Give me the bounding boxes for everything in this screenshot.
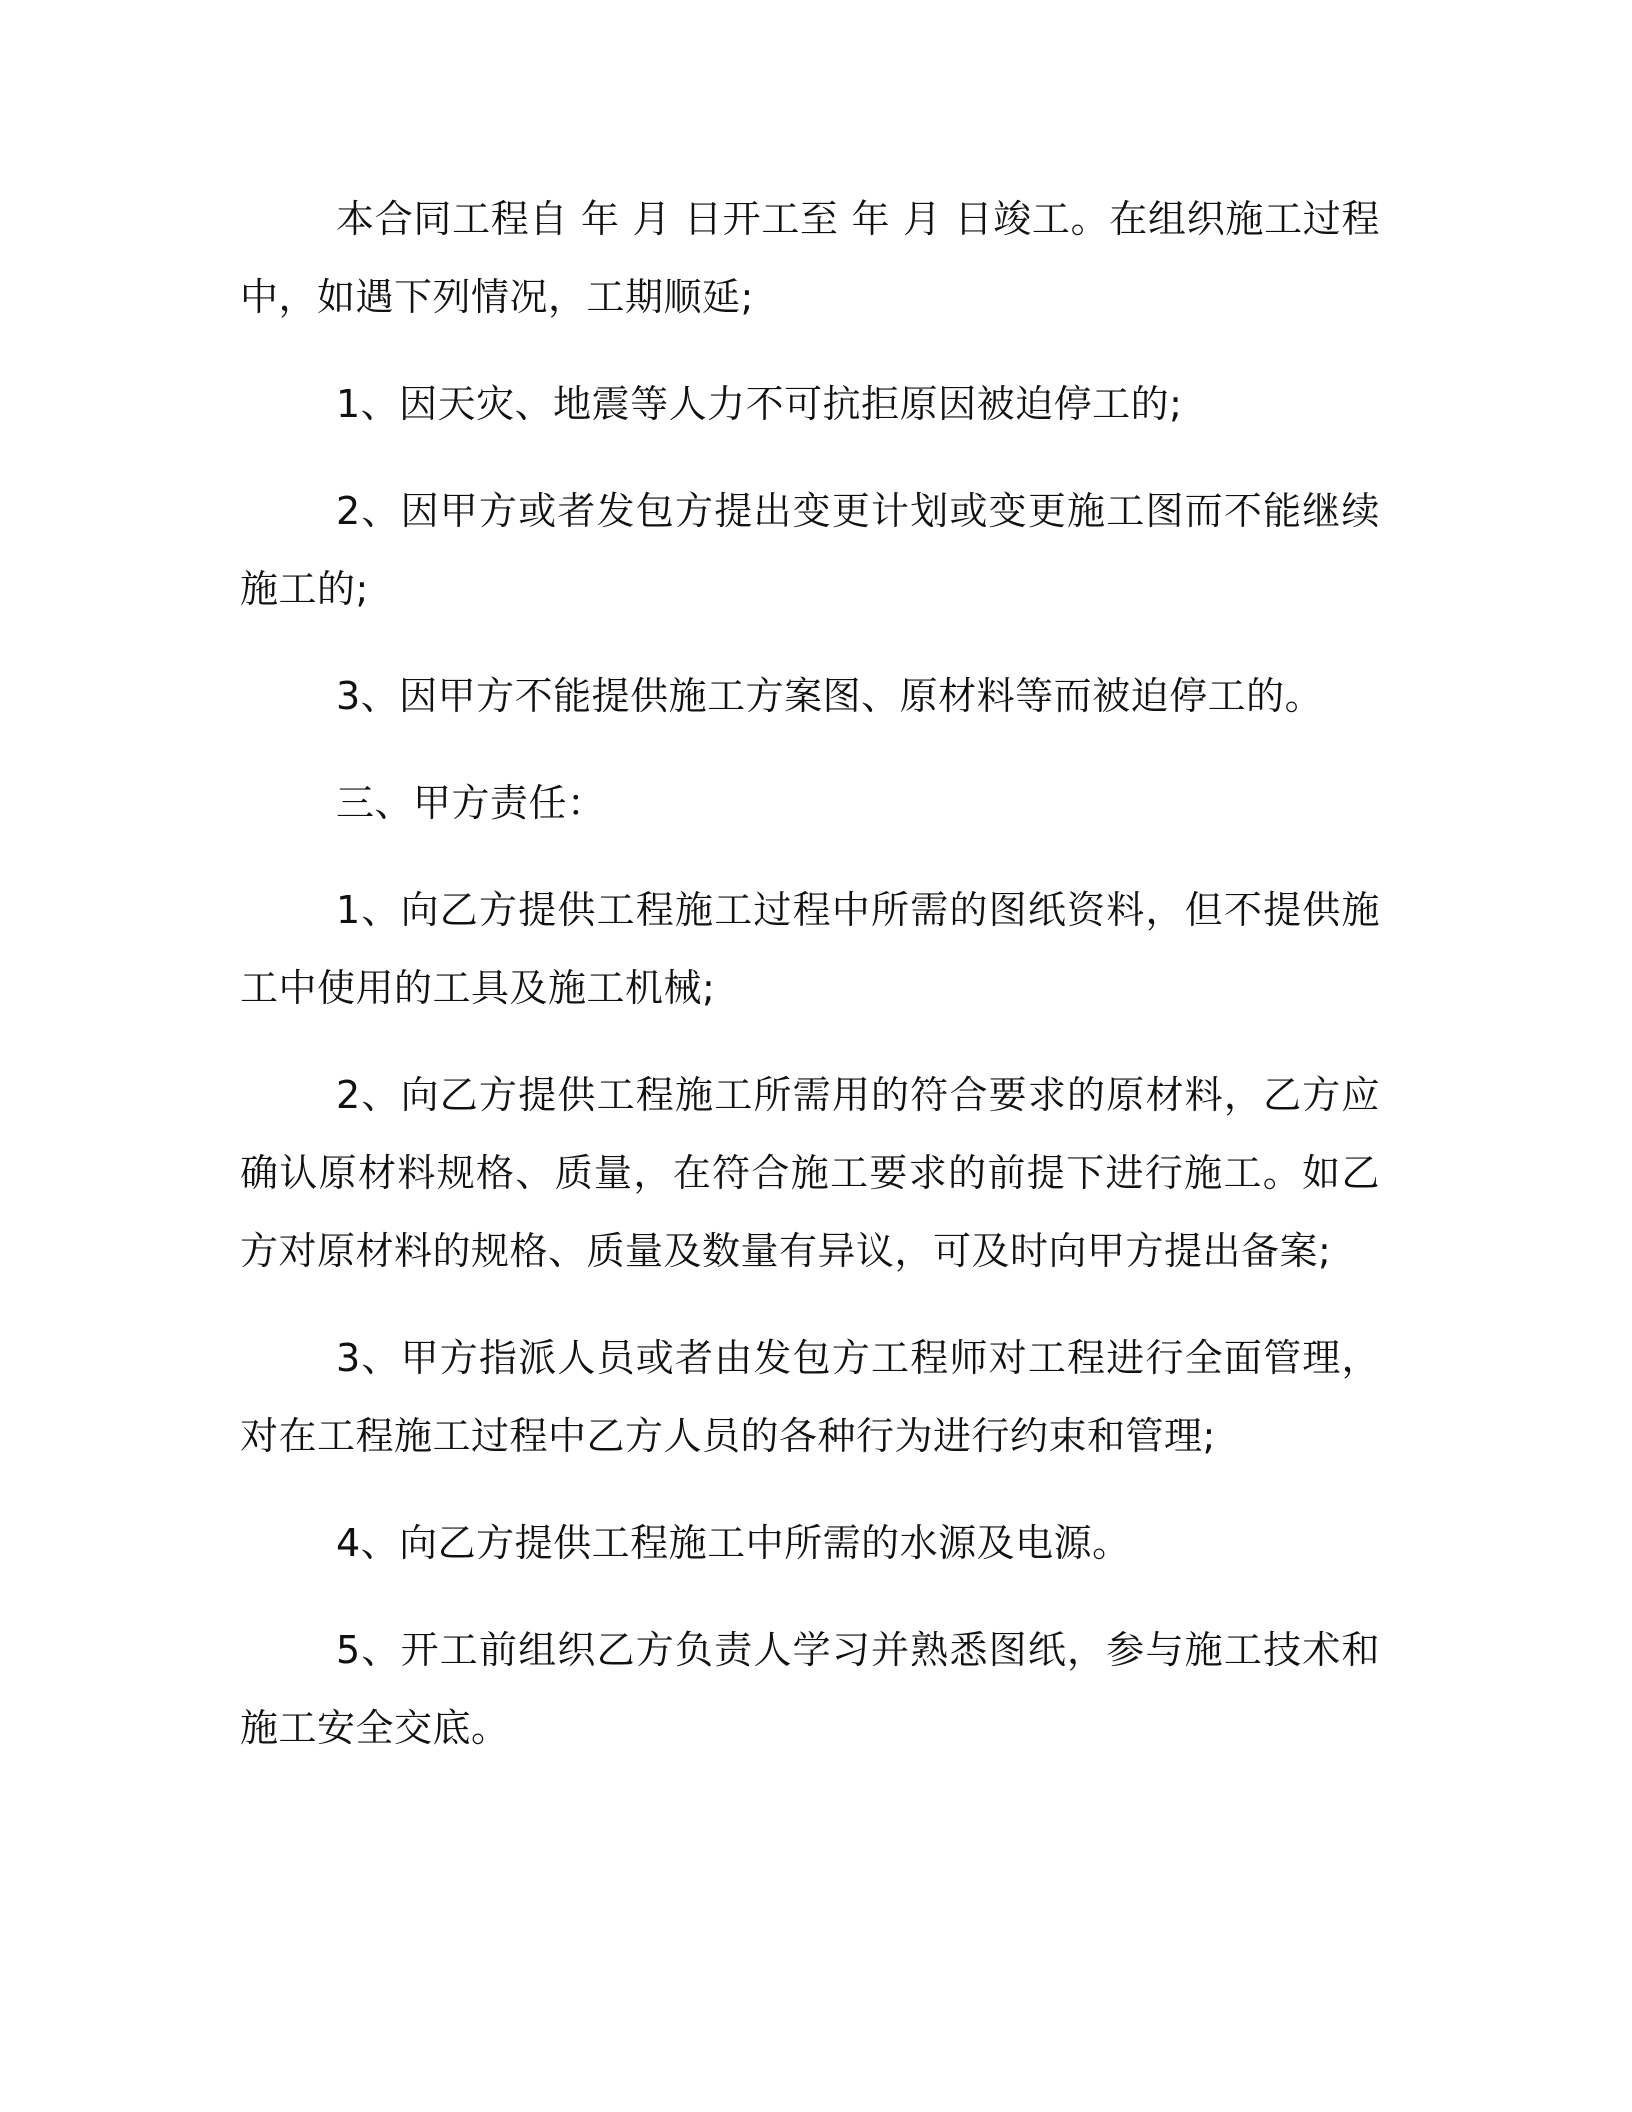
section-heading-party-a-duties: 三、甲方责任： <box>336 781 606 825</box>
paragraph-delay-item-3: 3、因甲方不能提供施工方案图、原材料等而被迫停工的。 <box>336 674 1324 718</box>
paragraph-delay-item-1: 1、因天灾、地震等人力不可抗拒原因被迫停工的; <box>336 382 1183 426</box>
paragraph-duty-1: 1、向乙方提供工程施工过程中所需的图纸资料，但不提供施工中使用的工具及施工机械; <box>240 888 1380 1010</box>
paragraph-duty-4: 4、向乙方提供工程施工中所需的水源及电源。 <box>336 1521 1131 1565</box>
paragraph-duty-3: 3、甲方指派人员或者由发包方工程师对工程进行全面管理，对在工程施工过程中乙方人员的各种行为进行约束和管理; <box>240 1336 1380 1458</box>
paragraph-duty-5: 5、开工前组织乙方负责人学习并熟悉图纸，参与施工技术和施工安全交底。 <box>240 1628 1380 1750</box>
paragraph-delay-item-2: 2、因甲方或者发包方提出变更计划或变更施工图而不能继续施工的; <box>240 489 1380 611</box>
paragraph-construction-period: 本合同工程自 年 月 日开工至 年 月 日竣工。在组织施工过程中，如遇下列情况，工期顺延; <box>240 197 1380 319</box>
paragraph-duty-2: 2、向乙方提供工程施工所需用的符合要求的原材料，乙方应确认原材料规格、质量，在符合施工要求的前提下进行施工。如乙方对原材料的规格、质量及数量有异议，可及时向甲方提出备案; <box>240 1073 1380 1273</box>
document-body <box>240 180 1380 1796</box>
